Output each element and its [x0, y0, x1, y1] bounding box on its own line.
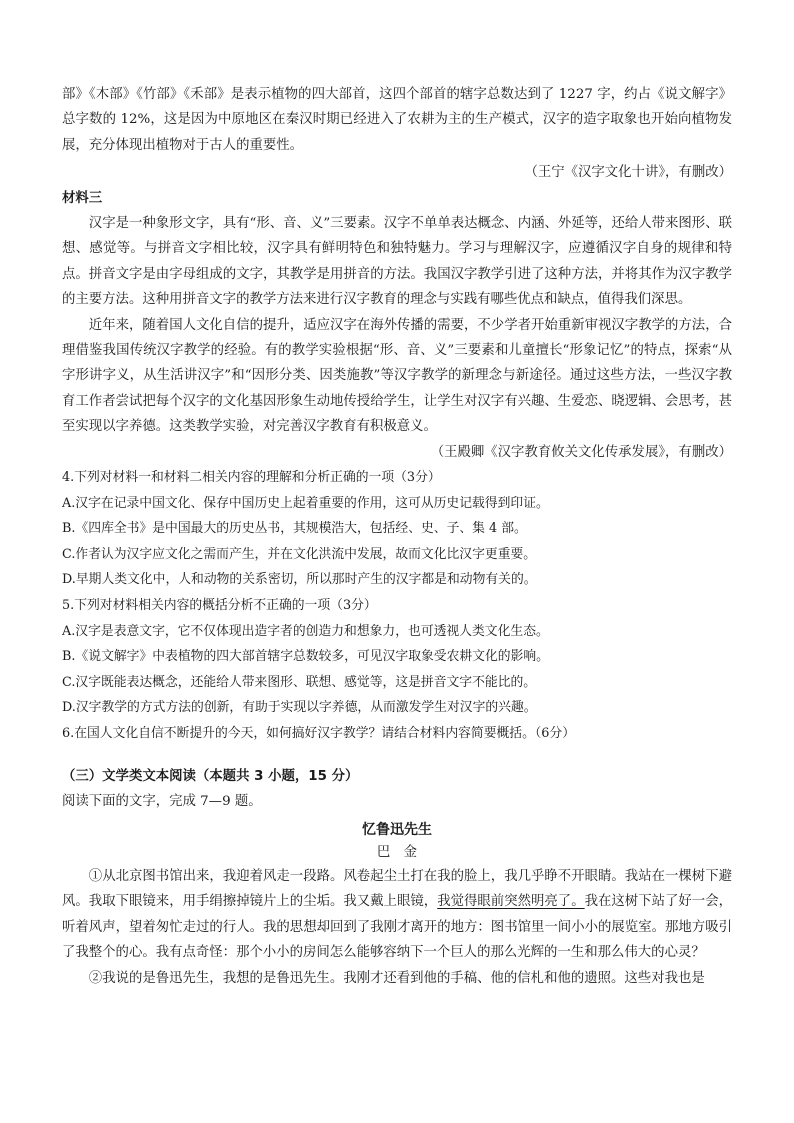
question-4-stem: 4.下列对材料一和材料二相关内容的理解和分析正确的一项（3分） — [62, 470, 441, 486]
question-4-option-c: C.作者认为汉字应文化之需而产生，并在文化洪流中发展，故而文化比汉字更重要。 — [62, 546, 537, 562]
question-5-option-c: C.汉字既能表达概念，还能给人带来图形、联想、感觉等，这是拼音文字不能比的。 — [62, 674, 537, 690]
question-4-option-b: B.《四库全书》是中国最大的历史丛书，其规模浩大，包括经、史、子、集 4 部。 — [62, 521, 527, 537]
article-paragraph-1-start: ①从北京图书馆出来，我迎着风走一段路。风卷起尘土打在我的脸上，我几乎睁不开眼睛。我站在一棵树下避风。我取下眼镜来，用手绢擦掉镜片上的尘垢。我又戴上眼镜， — [62, 869, 732, 910]
question-5-option-b: B.《说文解字》中表植物的四大部首辖字总数较多，可见汉字取象受农耕文化的影响。 — [62, 649, 549, 665]
question-5 — [62, 593, 732, 721]
article-author: 巴金 — [376, 845, 431, 861]
material2-tail-text: 部》《木部》《竹部》《禾部》是表示植物的四大部首，这四个部首的辖字总数达到了 1227 字，约占《说文解字》总字数的 12%，这是因为中原地区在秦汉时期已经进入了农耕为主的生产模式，汉字的造字取象也开始向植物发展，充分体现出植物对于古人的重要性。 — [62, 87, 732, 153]
question-4 — [62, 465, 732, 593]
material3-paragraph-1: 汉字是一种象形文字，具有“形、音、义”三要素。汉字不单单表达概念、内涵、外延等，还给人带来图形、联想、感觉等。与拼音文字相比较，汉字具有鲜明特色和独特魅力。学习与理解汉字，应遵循汉字自身的规律和特点。拼音文字是由字母组成的文字，其教学是用拼音的方法。我国汉字教学引进了这种方法，并将其作为汉字教学的主要方法。这种用拼音文字的教学方法来进行汉字教育的理念与实践有哪些优点和缺点，值得我们深思。 — [62, 216, 732, 308]
article-paragraph-1 — [62, 864, 732, 966]
question-6 — [62, 721, 732, 747]
material3-source: （王殿卿《汉字教育攸关文化传承发展》，有删改） — [430, 444, 732, 460]
material3-paragraph-2: 近年来，随着国人文化自信的提升，适应汉字在海外传播的需要，不少学者开始重新审视汉字教学的方法，合理借鉴我国传统汉字教学的经验。有的教学实验根据“形、音、义”三要素和儿童擅长“形象记忆”的特点，探索“从字形讲字义，从生活讲汉字”和“因形分类、因类施教”等汉字教学的新理念与新途径。通过这些方法，一些汉字教育工作者尝试把每个汉字的文化基因形象生动地传授给学生，让学生对汉字有兴趣、生爱恋、晓逻辑、会思考，甚至实现以字养德。这类教学实验，对完善汉字教育有积极意义。 — [62, 317, 732, 435]
article-title: 忆鲁迅先生 — [362, 822, 432, 839]
section-3-instruction: 阅读下面的文字，完成 7—9 题。 — [62, 793, 262, 809]
section-3-title: （三）文学类文本阅读（本题共 3 小题，15 分） — [62, 768, 359, 784]
question-5-option-a: A.汉字是表意文字，它不仅体现出造字者的创造力和想象力，也可透视人类文化生态。 — [62, 623, 549, 639]
question-5-option-d: D.汉字教学的方式方法的创新，有助于实现以字养德，从而激发学生对汉字的兴趣。 — [62, 700, 537, 716]
article-paragraph-1-end: 我在这树下站了好一会，听着风声，望着匆忙走过的行人。我的思想却回到了我刚才离开的地方：图书馆里一间小小的展览室。那地方吸引了我整个的心。我有点奇怪：那个小小的房间怎么能够容纳下一个巨人的那么光辉的一生和那么伟大的心灵？ — [62, 894, 733, 961]
article-paragraph-2: ②我说的是鲁迅先生，我想的是鲁迅先生。我刚才还看到他的手稿、他的信札和他的遗照。这些对我也是 — [88, 970, 705, 986]
question-4-option-a: A.汉字在记录中国文化、保存中国历史上起着重要的作用，这可从历史记载得到印证。 — [62, 495, 549, 511]
question-6-stem: 6.在国人文化自信不断提升的今天，如何搞好汉字教学？请结合材料内容简要概括。（6分） — [62, 726, 576, 742]
material3-heading: 材料三 — [62, 190, 103, 206]
question-4-option-d: D.早期人类文化中，人和动物的关系密切，所以那时产生的汉字都是和动物有关的。 — [62, 572, 537, 588]
material2-source: （王宁《汉字文化十讲》，有删改） — [524, 165, 732, 181]
underlined-sentence: 我觉得眼前突然明亮了。 — [437, 894, 585, 910]
question-5-stem: 5.下列对材料相关内容的概括分析不正确的一项（3分） — [62, 598, 377, 614]
